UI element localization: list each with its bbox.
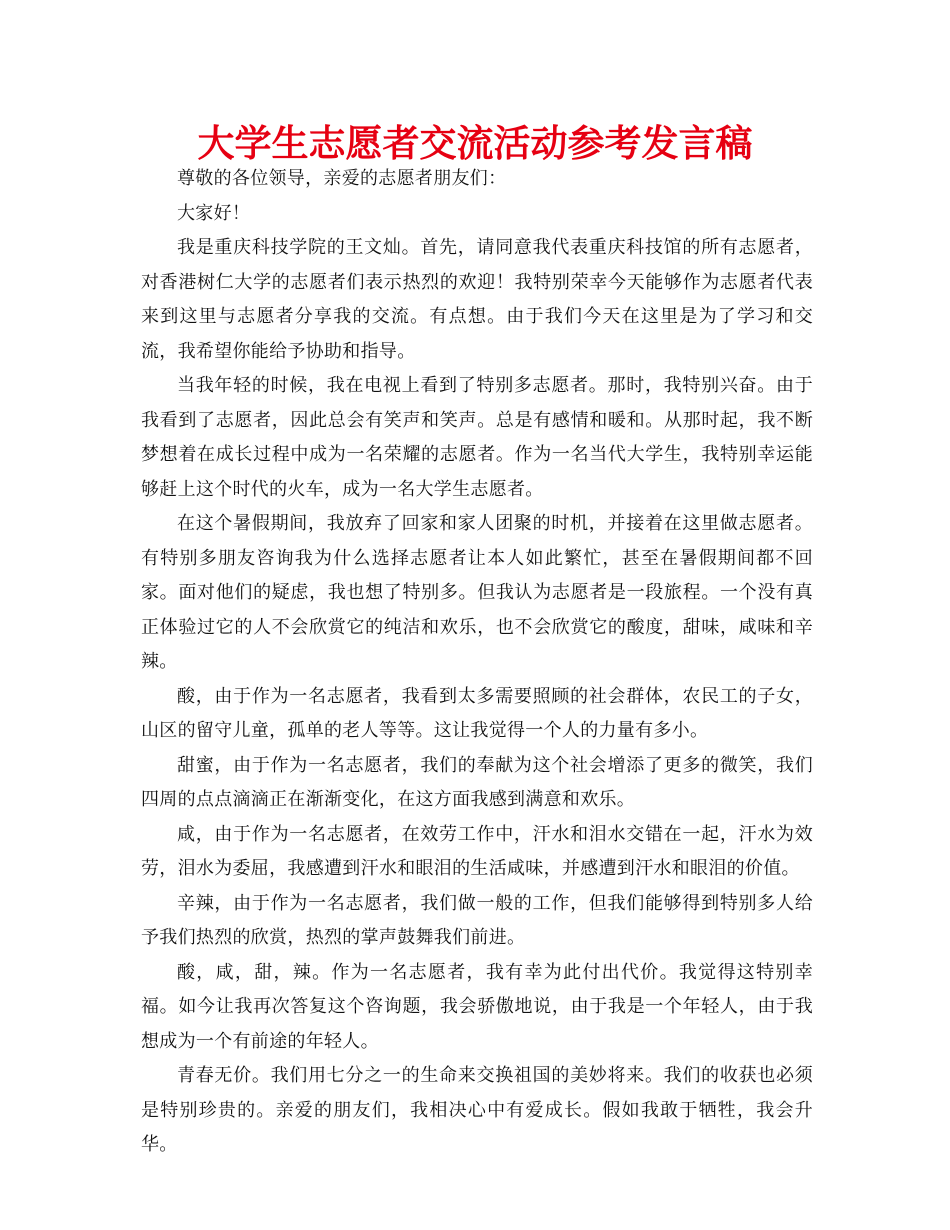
paragraph-spicy: 辛辣，由于作为一名志愿者，我们做一般的工作，但我们能够得到特别多人给予我们热烈的欣赏，热烈的掌声鼓舞我们前进。	[141, 892, 813, 948]
paragraph-summer: 在这个暑假期间，我放弃了回家和家人团聚的时机，并接着在这里做志愿者。有特别多朋友咨询我为什么选择志愿者让本人如此繁忙，甚至在暑假期间都不回家。面对他们的疑虑，我也想了特别多。但我认为志愿者是一段旅程。一个没有真正体验过它的人不会欣赏它的纯洁和欢乐，也不会欣赏它的酸度，甜味，咸味和辛辣。	[141, 513, 813, 672]
document-title: 大学生志愿者交流活动参考发言稿	[197, 122, 753, 165]
paragraph-youth: 青春无价。我们用七分之一的生命来交换祖国的美妙将来。我们的收获也必须是特别珍贵的。亲爱的朋友们，我相决心中有爱成长。假如我敢于牺牲，我会升华。	[141, 1065, 813, 1155]
paragraph-salutation: 尊敬的各位领导，亲爱的志愿者朋友们：	[177, 168, 507, 189]
paragraph-sweet: 甜蜜，由于作为一名志愿者，我们的奉献为这个社会增添了更多的微笑，我们四周的点点滴滴正在渐渐变化，在这方面我感到满意和欢乐。	[141, 754, 813, 810]
document-body	[141, 162, 813, 1163]
paragraph-childhood: 当我年轻的时候，我在电视上看到了特别多志愿者。那时，我特别兴奋。由于我看到了志愿者，因此总会有笑声和笑声。总是有感情和暖和。从那时起，我不断梦想着在成长过程中成为一名荣耀的志愿者。作为一名当代大学生，我特别幸运能够赶上这个时代的火车，成为一名大学生志愿者。	[141, 375, 813, 500]
paragraph-salty: 咸，由于作为一名志愿者，在效劳工作中，汗水和泪水交错在一起，汗水为效劳，泪水为委屈，我感遭到汗水和眼泪的生活咸味，并感遭到汗水和眼泪的价值。	[141, 823, 813, 879]
paragraph-sour: 酸，由于作为一名志愿者，我看到太多需要照顾的社会群体，农民工的子女，山区的留守儿童，孤单的老人等等。这让我觉得一个人的力量有多小。	[141, 685, 813, 741]
paragraph-introduction: 我是重庆科技学院的王文灿。首先，请同意我代表重庆科技馆的所有志愿者，对香港树仁大学的志愿者们表示热烈的欢迎！我特别荣幸今天能够作为志愿者代表来到这里与志愿者分享我的交流。有点想。由于我们今天在这里是为了学习和交流，我希望你能给予协助和指导。	[141, 237, 813, 362]
paragraph-greeting: 大家好！	[177, 202, 251, 224]
paragraph-summary: 酸，咸，甜，辣。作为一名志愿者，我有幸为此付出代价。我觉得这特别幸福。如今让我再次答复这个咨询题，我会骄傲地说，由于我是一个年轻人，由于我想成为一个有前途的年轻人。	[141, 961, 813, 1052]
